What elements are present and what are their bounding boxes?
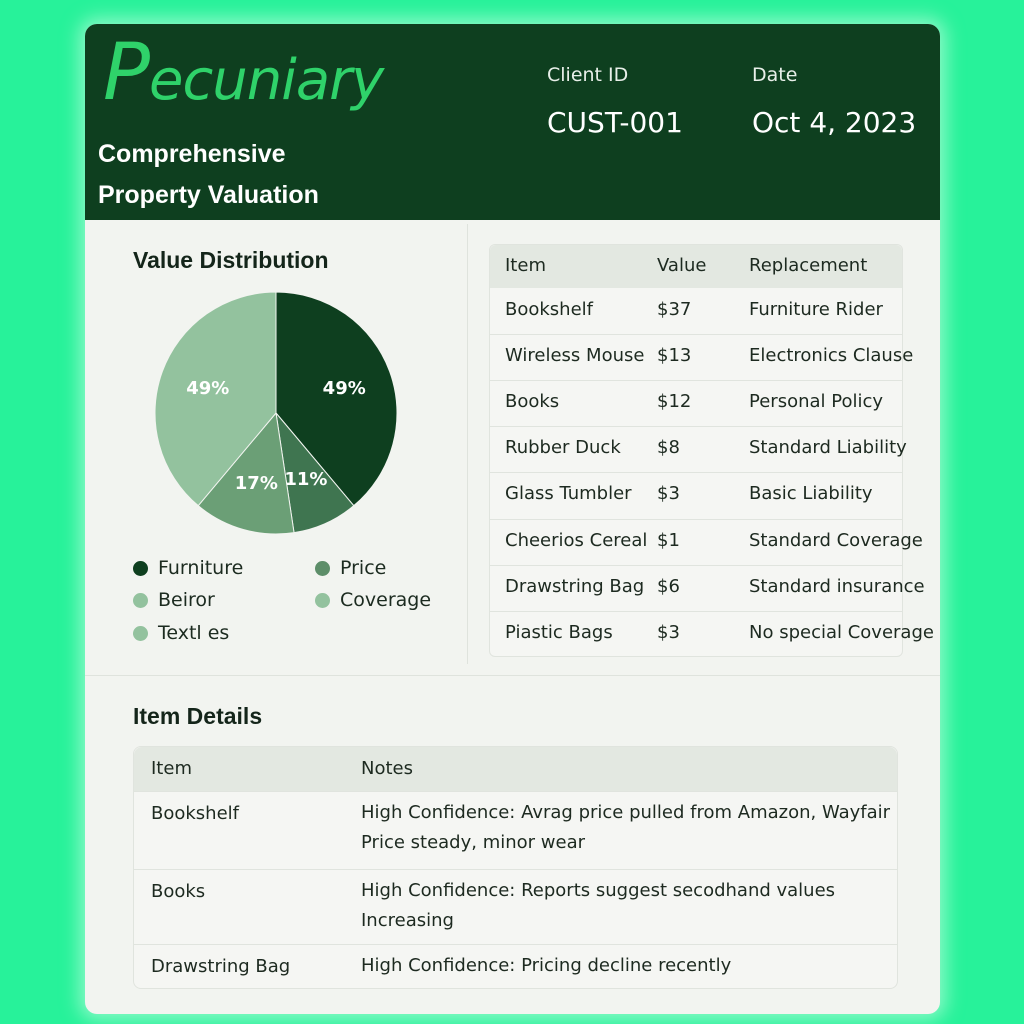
row-divider xyxy=(490,519,902,520)
item-details-title: Item Details xyxy=(133,703,263,729)
report-title-line1: Comprehensive xyxy=(98,140,286,168)
items-table-cell: Furniture Rider xyxy=(749,299,883,320)
row-divider xyxy=(490,611,902,612)
items-table-cell: Basic Liability xyxy=(749,483,873,505)
legend-swatch xyxy=(133,593,148,608)
pie-slice-label: 17% xyxy=(234,472,278,494)
items-table-cell: Glass Tumbler xyxy=(505,483,632,505)
item-details-header xyxy=(134,747,897,791)
legend-item xyxy=(133,557,243,579)
items-table-cell: Cheerios Cereal xyxy=(505,529,648,551)
items-table-cell: $13 xyxy=(657,345,692,367)
value-distribution-title: Value Distribution xyxy=(133,247,329,273)
items-column-header: Item xyxy=(505,255,546,276)
section-divider xyxy=(85,675,940,676)
items-table-cell: $37 xyxy=(657,299,692,320)
legend-label: Price xyxy=(340,557,387,579)
row-divider xyxy=(134,791,897,792)
details-item-cell: Bookshelf xyxy=(151,803,239,824)
items-table-cell: Electronics Clause xyxy=(749,345,914,367)
legend-label: Textl es xyxy=(158,622,230,644)
details-notes-cell: High Confidence: Reports suggest secodhand values Increasing xyxy=(361,880,836,931)
items-table-cell: Bookshelf xyxy=(505,299,593,320)
pie-slice-label: 49% xyxy=(186,378,230,400)
pie-slice-label: 49% xyxy=(322,378,366,400)
legend-item xyxy=(133,622,229,644)
details-item-cell: Drawstring Bag xyxy=(151,956,291,977)
items-table-cell: $6 xyxy=(657,575,680,597)
report-title xyxy=(98,134,398,216)
report-header xyxy=(85,24,940,220)
items-table-cell: Books xyxy=(505,391,560,413)
items-table xyxy=(489,244,934,657)
legend-item xyxy=(133,589,215,611)
details-item-cell: Books xyxy=(151,881,206,902)
legend-item xyxy=(315,589,431,611)
date-label: Date xyxy=(752,64,798,86)
date-value: Oct 4, 2023 xyxy=(752,106,917,139)
items-table-cell: Personal Policy xyxy=(749,391,884,413)
column-divider xyxy=(467,224,468,664)
value-distribution-pie-chart xyxy=(153,290,399,536)
items-table-cell: $3 xyxy=(657,483,680,505)
row-divider xyxy=(490,380,902,381)
details-notes-cell: High Confidence: Avrag price pulled from Amazon, Wayfair Price steady, minor wear xyxy=(361,802,891,853)
items-table-cell: $3 xyxy=(657,621,680,643)
legend-swatch xyxy=(133,626,148,641)
row-divider xyxy=(490,472,902,473)
brand-logo: Pecuniary xyxy=(103,28,384,118)
items-column-header: Replacement xyxy=(749,255,868,276)
report-card xyxy=(85,24,940,1014)
client-id-label: Client ID xyxy=(547,64,629,86)
items-table-cell: Standard Coverage xyxy=(749,529,923,551)
items-table-cell: $8 xyxy=(657,437,680,459)
items-column-header: Value xyxy=(657,255,707,276)
items-table-cell: Drawstring Bag xyxy=(505,575,645,597)
items-table-cell: Rubber Duck xyxy=(505,437,621,459)
row-divider xyxy=(490,565,902,566)
legend-label: Furniture xyxy=(158,557,244,579)
items-table-cell: Standard insurance xyxy=(749,575,925,597)
items-table-cell: Piastic Bags xyxy=(505,621,613,643)
row-divider xyxy=(134,944,897,945)
item-details-table xyxy=(133,746,898,989)
items-table-cell: $12 xyxy=(657,391,692,413)
details-notes-cell: High Confidence: Pricing decline recently xyxy=(361,955,732,976)
legend-swatch xyxy=(315,593,330,608)
items-table-cell: Wireless Mouse xyxy=(505,345,645,367)
legend-item xyxy=(315,557,386,579)
pie-slice-label: 11% xyxy=(284,469,328,491)
row-divider xyxy=(134,869,897,870)
client-id-value: CUST-001 xyxy=(547,106,683,139)
legend-label: Beiror xyxy=(158,589,215,611)
items-table-cell: No special Coverage xyxy=(749,621,934,643)
items-table-cell: Standard Liability xyxy=(749,437,907,459)
chart-legend xyxy=(133,557,453,657)
legend-swatch xyxy=(133,561,148,576)
report-title-line2: Property Valuation xyxy=(98,181,319,209)
row-divider xyxy=(490,334,902,335)
row-divider xyxy=(490,426,902,427)
details-column-header: Notes xyxy=(361,758,413,779)
details-column-header: Item xyxy=(151,758,192,779)
legend-label: Coverage xyxy=(340,589,432,611)
items-table-cell: $1 xyxy=(657,529,680,551)
legend-swatch xyxy=(315,561,330,576)
